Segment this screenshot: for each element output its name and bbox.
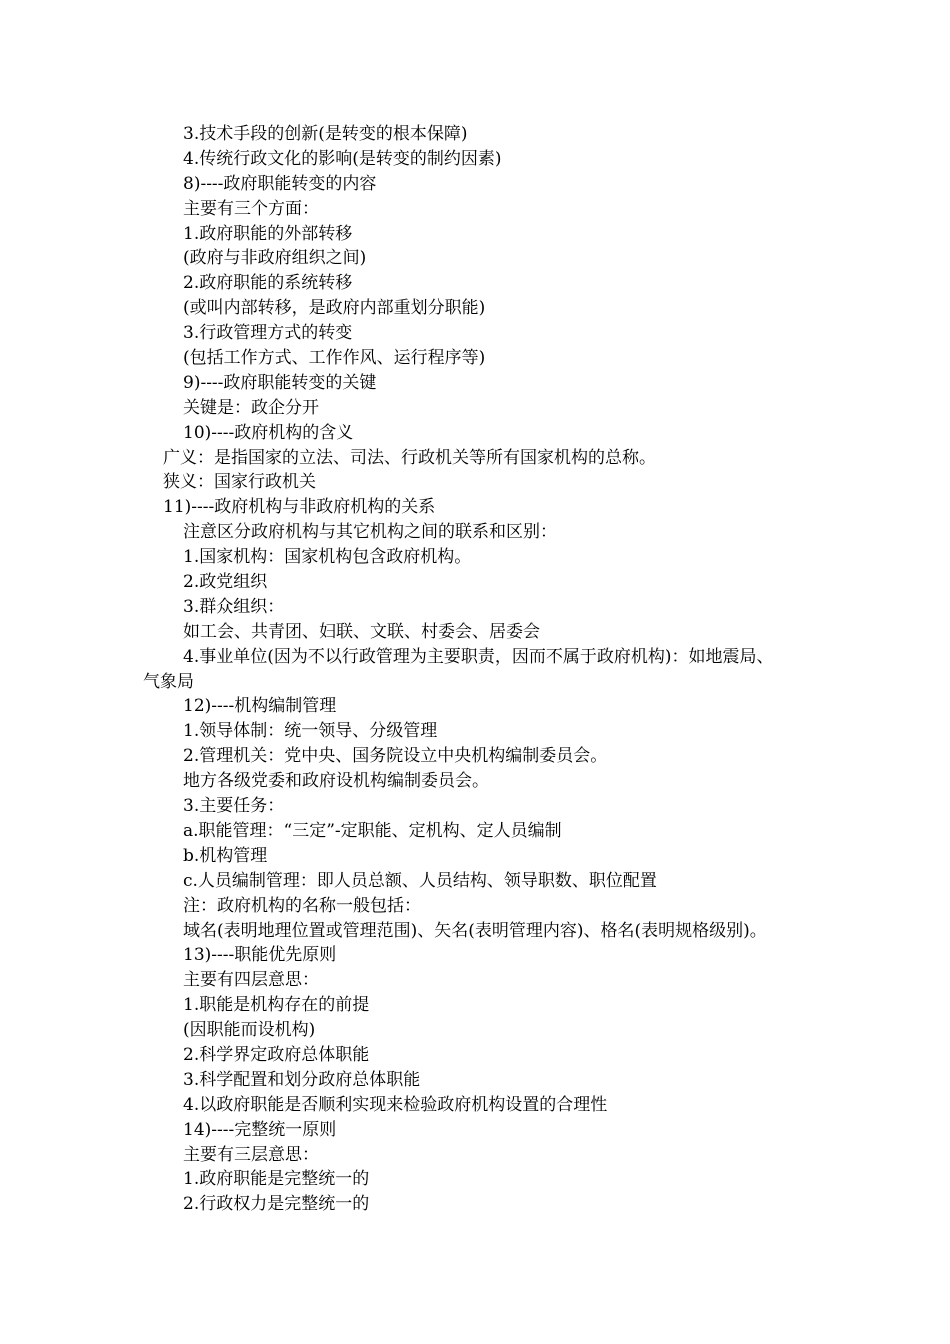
text-line: 1.国家机构：国家机构包含政府机构。 <box>183 547 472 568</box>
text-line: 3.群众组织： <box>183 596 285 617</box>
text-line: 主要有三个方面： <box>183 198 319 219</box>
text-line: 4.事业单位(因为不以行政管理为主要职责，因而不属于政府机构)：如地震局、 <box>183 646 774 667</box>
text-line: 14)----完整统一原则 <box>183 1119 337 1140</box>
text-line: (因职能而设机构) <box>183 1020 316 1041</box>
text-line: 11)----政府机构与非政府机构的关系 <box>163 497 436 518</box>
text-line: 3.技术手段的创新(是转变的根本保障) <box>183 124 468 144</box>
text-line: 1.职能是机构存在的前提 <box>183 995 370 1016</box>
text-line: 8)----政府职能转变的内容 <box>183 173 377 194</box>
text-line: 13)----职能优先原则 <box>183 945 337 966</box>
text-line: c.人员编制管理：即人员总额、人员结构、领导职数、职位配置 <box>183 870 657 891</box>
text-line: 关键是：政企分开 <box>183 397 319 418</box>
text-line: (或叫内部转移，是政府内部重划分职能) <box>183 298 486 319</box>
text-line: 9)----政府职能转变的关键 <box>183 372 377 393</box>
text-line: 主要有三层意思： <box>183 1144 319 1165</box>
text-line: 气象局 <box>143 671 194 692</box>
text-line: a.职能管理：“三定”-定职能、定机构、定人员编制 <box>183 820 562 841</box>
text-line: 如工会、共青团、妇联、文联、村委会、居委会 <box>183 621 540 642</box>
text-line: 3.主要任务： <box>183 796 285 817</box>
text-line: 2.行政权力是完整统一的 <box>183 1194 370 1215</box>
text-line: 3.科学配置和划分政府总体职能 <box>183 1069 421 1090</box>
text-line: 注：政府机构的名称一般包括： <box>183 895 421 916</box>
text-line: 4.以政府职能是否顺利实现来检验政府机构设置的合理性 <box>183 1094 608 1115</box>
text-line: 地方各级党委和政府设机构编制委员会。 <box>183 771 489 792</box>
text-line: 2.科学界定政府总体职能 <box>183 1044 370 1065</box>
text-line: 域名(表明地理位置或管理范围)、矢名(表明管理内容)、格名(表明规格级别)。 <box>183 920 767 941</box>
text-line: 3.行政管理方式的转变 <box>183 323 353 344</box>
text-line: 注意区分政府机构与其它机构之间的联系和区别： <box>183 522 557 543</box>
text-line: 2.政党组织 <box>183 572 268 593</box>
text-line: 2.政府职能的系统转移 <box>183 273 353 294</box>
text-line: 狭义：国家行政机关 <box>163 472 316 493</box>
text-line: (包括工作方式、工作作风、运行程序等) <box>183 348 486 369</box>
document-body <box>143 122 843 1217</box>
text-line: 10)----政府机构的含义 <box>183 422 354 443</box>
text-line: 1.政府职能是完整统一的 <box>183 1169 370 1190</box>
text-line: 12)----机构编制管理 <box>183 696 337 717</box>
text-line: 1.领导体制：统一领导、分级管理 <box>183 721 438 742</box>
text-line: (政府与非政府组织之间) <box>183 248 367 269</box>
text-line: 1.政府职能的外部转移 <box>183 223 353 244</box>
text-line: 2.管理机关：党中央、国务院设立中央机构编制委员会。 <box>183 746 608 767</box>
text-line: b.机构管理 <box>183 845 268 866</box>
text-line: 4.传统行政文化的影响(是转变的制约因素) <box>183 148 502 169</box>
text-line: 广义：是指国家的立法、司法、行政机关等所有国家机构的总称。 <box>163 447 656 468</box>
text-line: 主要有四层意思： <box>183 970 319 991</box>
